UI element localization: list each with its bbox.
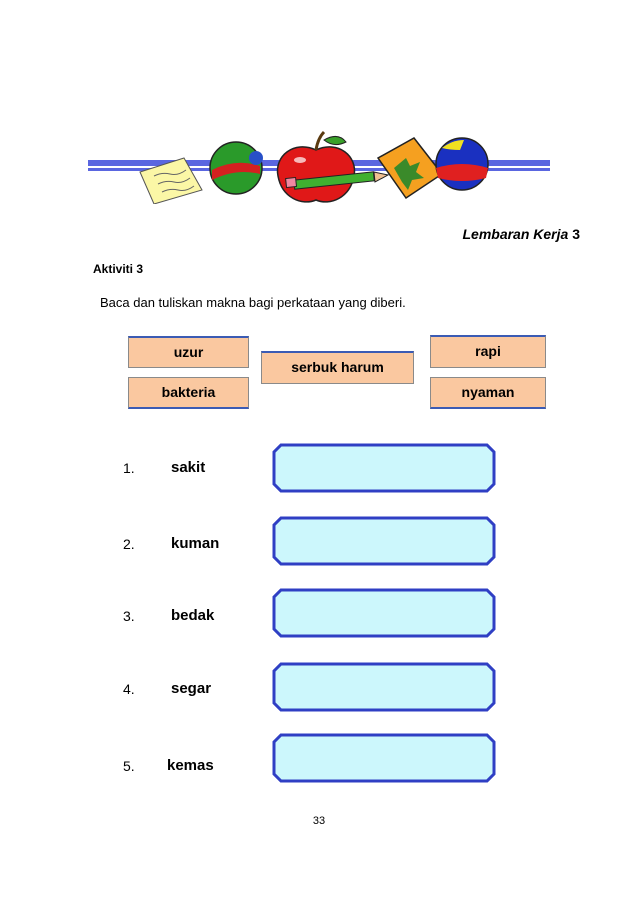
clipart-banner [88,128,550,204]
question-word: kemas [167,757,214,774]
question-word: kuman [171,535,220,552]
page-number: 33 [312,815,326,827]
question-number: 5. [123,758,135,774]
word-bank-item: rapi [430,335,546,368]
question-number: 3. [123,608,135,624]
question-word: bedak [171,607,215,624]
question-number: 1. [123,460,135,476]
ball-icon [210,142,263,194]
answer-box[interactable] [272,662,496,712]
answer-box[interactable] [272,733,496,783]
question-word: sakit [171,459,206,476]
question-number: 2. [123,536,135,552]
word-bank-item: nyaman [430,377,546,409]
answer-box[interactable] [272,516,496,566]
ball-icon [436,138,488,190]
instruction-text: Baca dan tuliskan makna bagi perkataan yang diberi. [100,295,406,310]
answer-box[interactable] [272,588,496,638]
question-number: 4. [123,681,135,697]
answer-box[interactable] [272,443,496,493]
worksheet-title: Lembaran Kerja 3 [462,226,580,242]
leaf-card-icon [378,138,442,198]
word-bank-item: serbuk harum [261,351,414,384]
activity-label: Aktiviti 3 [93,262,144,276]
word-bank-item: uzur [128,336,249,368]
question-word: segar [171,680,212,697]
apple-icon [277,132,354,202]
word-bank-item: bakteria [128,377,249,409]
